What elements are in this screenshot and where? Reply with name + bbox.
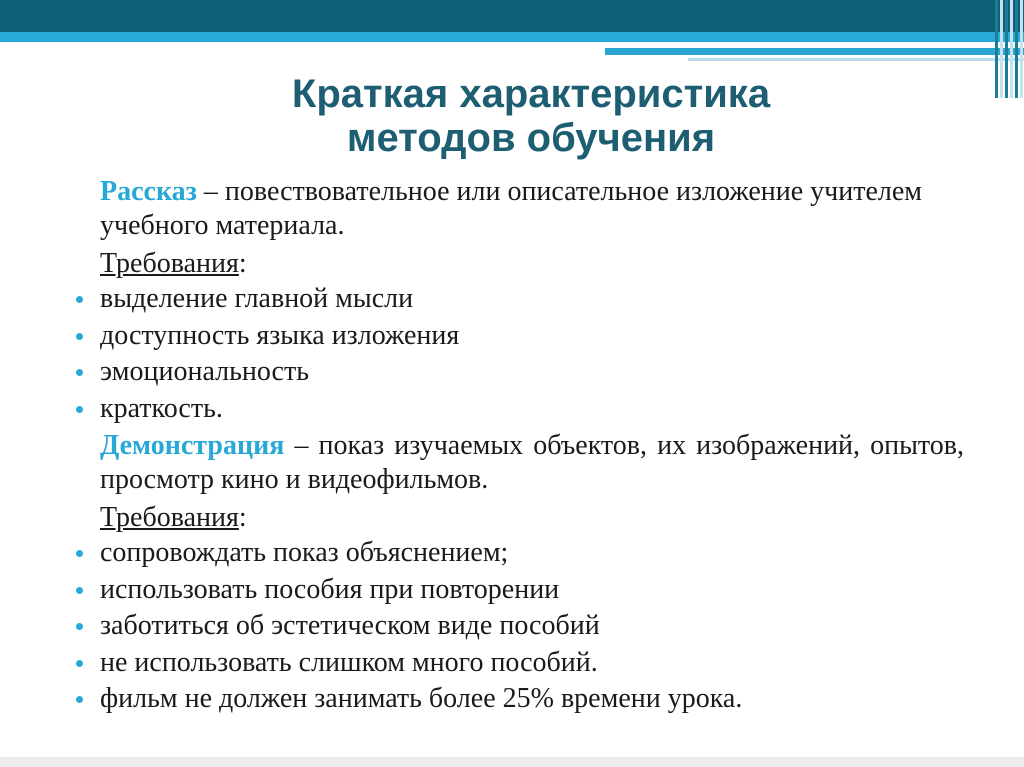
list-item xyxy=(72,391,964,428)
term-demonstration: Демонстрация xyxy=(100,430,285,461)
list-item-text: использовать пособия при повторении xyxy=(100,573,560,605)
slide-title xyxy=(160,72,902,160)
bullet-dot-icon xyxy=(76,406,83,413)
header-bar-light xyxy=(0,32,1024,42)
requirements-heading-1 xyxy=(72,247,964,281)
list-item-text: доступность языка изложения xyxy=(100,319,460,351)
header-accent-line-soft xyxy=(688,58,1024,61)
bullet-dot-icon xyxy=(76,550,83,557)
definition-demonstration: – показ изучаемых объектов, их изображений, опытов, просмотр кино и видеофильмов. xyxy=(100,430,964,495)
list-item xyxy=(72,281,964,318)
bullet-dot-icon xyxy=(76,696,83,703)
requirements-colon-2: : xyxy=(238,502,247,533)
bullet-dot-icon xyxy=(76,369,83,376)
header-stripes xyxy=(993,0,1024,98)
term-rasskaz: Рассказ xyxy=(100,176,197,207)
list-item-text: сопровождать показ объяснением; xyxy=(100,537,509,568)
slide-title-line2: методов обучения xyxy=(346,116,716,160)
footer-bar xyxy=(0,757,1024,767)
list-item xyxy=(72,354,964,391)
section-rasskaz-definition xyxy=(72,175,964,243)
header-accent-line xyxy=(605,48,1024,55)
list-item xyxy=(72,681,964,718)
list-item xyxy=(72,572,964,609)
list-item-text: выделение главной мысли xyxy=(100,283,414,314)
list-item-text: не использовать слишком много пособий. xyxy=(100,646,598,678)
list-item-text: фильм не должен занимать более 25% времени урока. xyxy=(100,683,743,714)
list-item-text: краткость. xyxy=(100,392,223,424)
bullet-dot-icon xyxy=(76,623,83,630)
list-item xyxy=(72,535,964,572)
list-item xyxy=(72,645,964,682)
requirements-heading-2 xyxy=(72,501,964,535)
definition-rasskaz: – повествовательное или описательное изложение учителем учебного материала. xyxy=(100,176,923,241)
list-item-text: эмоциональность xyxy=(100,356,309,387)
requirements-colon-1: : xyxy=(238,248,247,279)
list-item xyxy=(72,608,964,645)
slide-content xyxy=(72,175,964,718)
requirements-list-1 xyxy=(72,281,964,427)
list-item-text: заботиться об эстетическом виде пособий xyxy=(100,610,600,641)
requirements-label-2: Требования xyxy=(100,502,239,533)
slide-title-line1: Краткая характеристика xyxy=(291,72,771,116)
requirements-list-2 xyxy=(72,535,964,718)
section-demonstration-definition xyxy=(72,429,964,497)
header-bar-dark xyxy=(0,0,1024,32)
bullet-dot-icon xyxy=(76,333,83,340)
requirements-label-1: Требования xyxy=(100,248,239,279)
bullet-dot-icon xyxy=(76,587,83,594)
bullet-dot-icon xyxy=(76,660,83,667)
list-item xyxy=(72,318,964,355)
bullet-dot-icon xyxy=(76,296,83,303)
